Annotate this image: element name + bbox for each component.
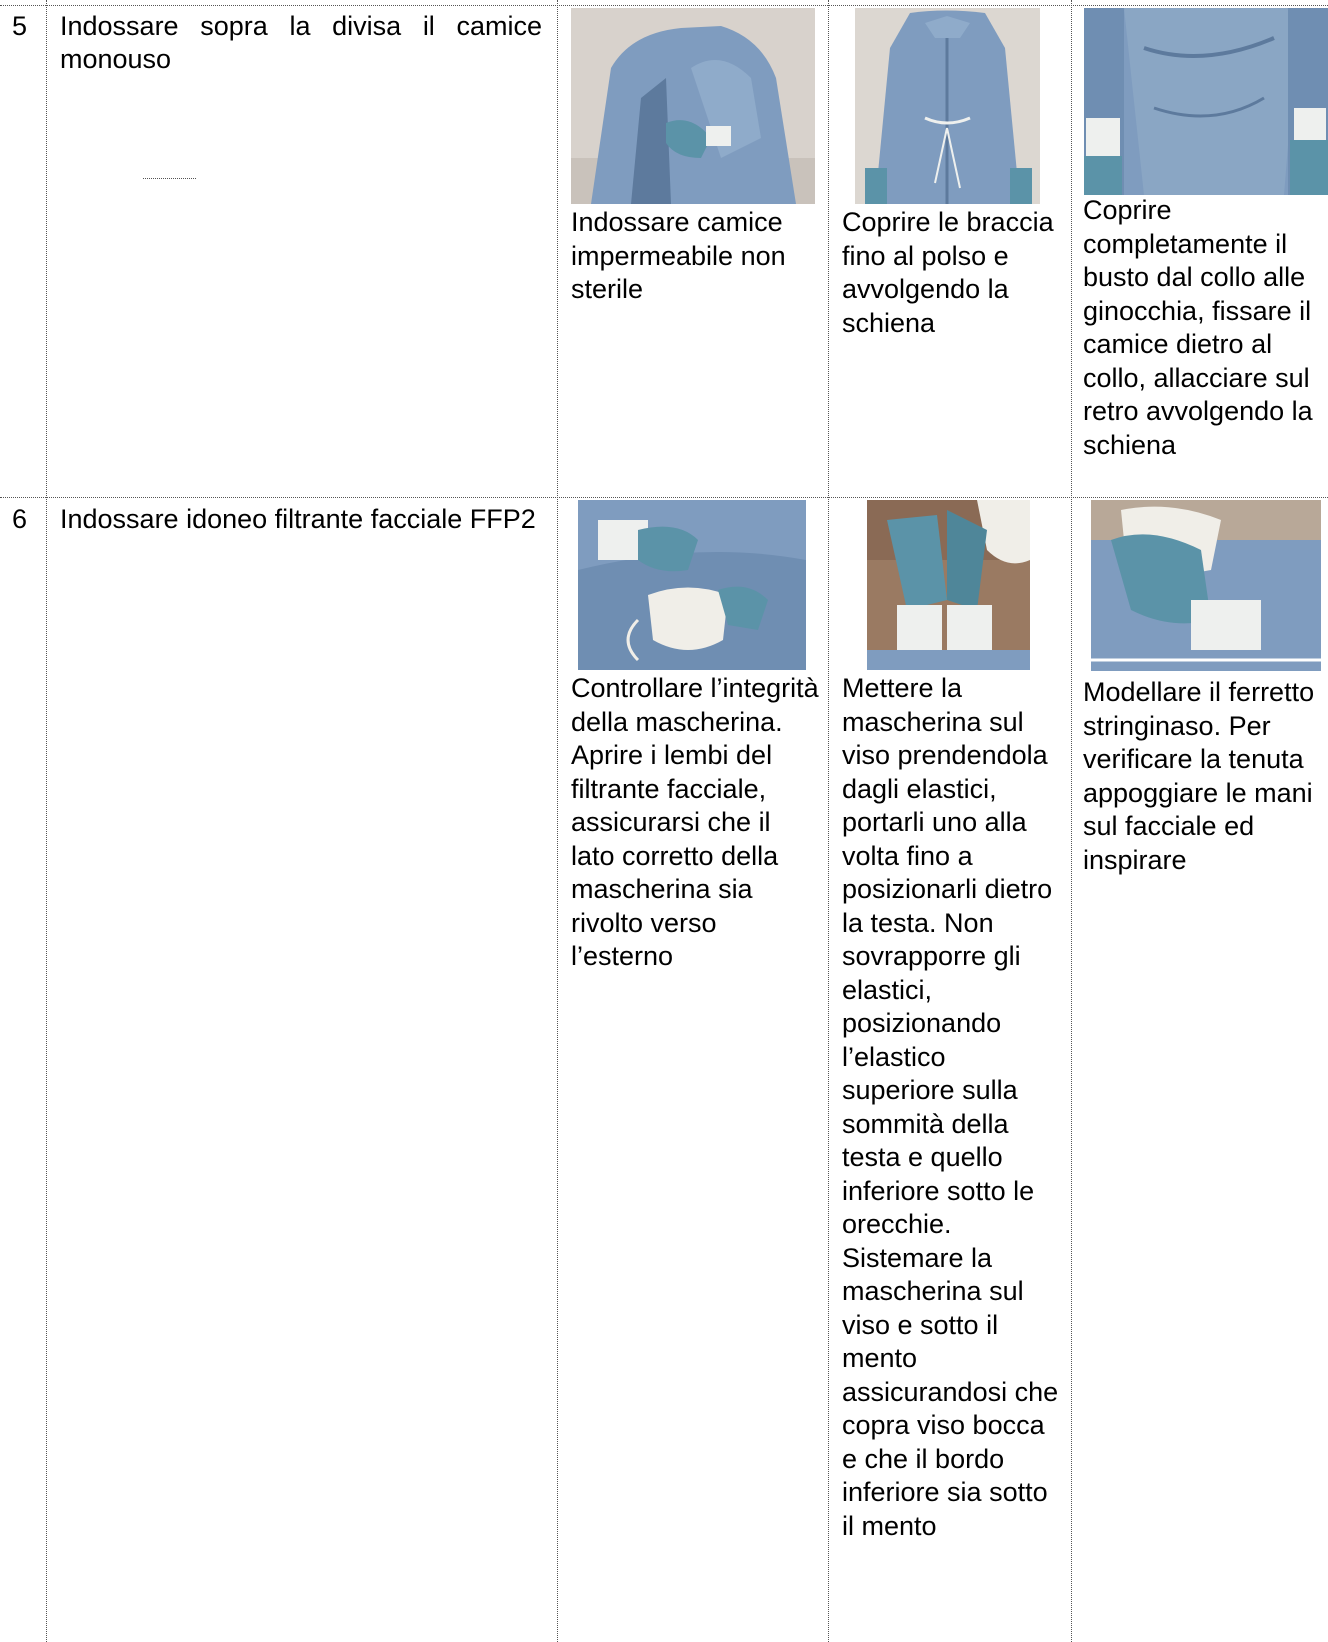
mask-hands-photo <box>867 500 1030 670</box>
step-description: Indossare idoneo filtrante facciale FFP2 <box>60 504 536 534</box>
gown-cuffs-photo <box>1084 8 1328 195</box>
column-divider <box>557 0 558 1642</box>
mask-check-photo <box>578 500 806 670</box>
gown-back-photo <box>855 8 1040 204</box>
photo-caption: Coprire le braccia fino al polso e avvolgendo la schiena <box>842 207 1054 338</box>
stray-rule <box>143 178 196 179</box>
table-border-top <box>0 5 1328 6</box>
photo-caption: Indossare camice impermeabile non sterile <box>571 207 786 304</box>
gown-front-photo <box>571 8 815 204</box>
photo-caption: Modellare il ferretto stringinaso. Per verificare la tenuta appoggiare le mani sul facciale ed inspirare <box>1083 677 1315 875</box>
column-divider <box>828 0 829 1642</box>
step-description: Indossare sopra la divisa il camice monouso <box>60 11 542 74</box>
column-divider <box>46 0 47 1642</box>
photo-caption: Mettere la mascherina sul viso prendendola dagli elastici, portarli uno alla volta fino a posizionarli dietro la testa. Non sovrapporre gli elastici, posizionando l’elastico superiore sulla sommità della testa e quello inferiore sotto le orecchie. Sistemare la mascherina sul viso e sotto il mento assicurandosi che copra viso bocca e che il bordo inferiore sia sotto il mento <box>842 673 1059 1541</box>
row-divider <box>0 497 1328 498</box>
step-number: 6 <box>12 504 28 534</box>
column-divider <box>1071 0 1072 1642</box>
step-number: 5 <box>12 11 28 41</box>
photo-caption: Coprire completamente il busto dal collo alle ginocchia, fissare il camice dietro al collo, allacciare sul retro avvolgendo la schiena <box>1083 195 1313 460</box>
photo-caption: Controllare l’integrità della mascherina. Aprire i lembi del filtrante facciale, assicurarsi che il lato corretto della mascherina sia rivolto verso l’esterno <box>571 673 819 971</box>
mask-fit-photo <box>1091 500 1321 671</box>
